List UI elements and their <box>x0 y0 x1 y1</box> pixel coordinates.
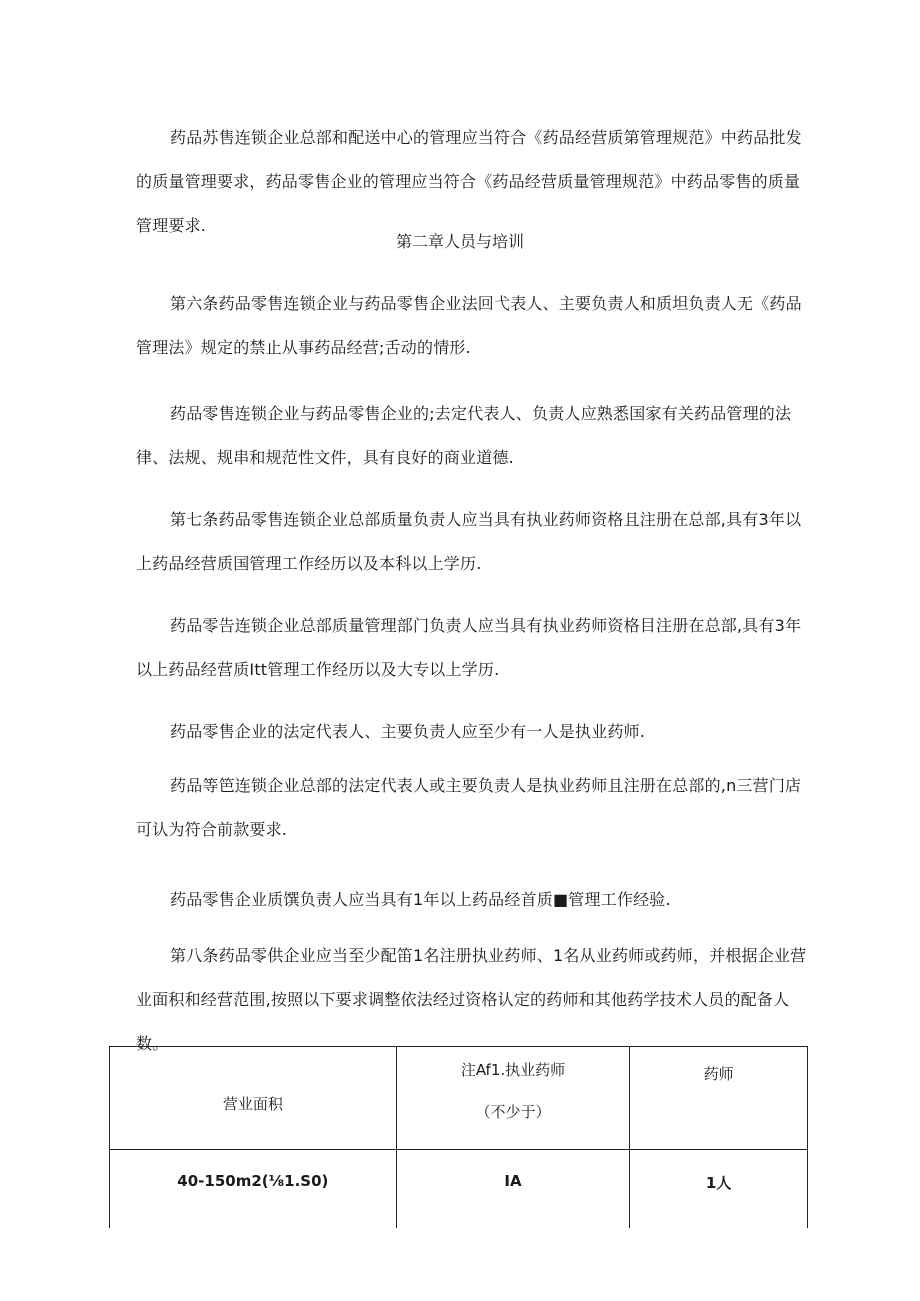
paragraph-chain-headquarters: 药品等笆连锁企业总部的法定代表人或主要负责人是执业药师且注册在总部的,n三营门店可认为符合前款要求. <box>136 776 802 839</box>
table-row <box>110 1150 808 1229</box>
table-header-row <box>110 1047 808 1150</box>
header-licensed-pharmacist-note: （不少于） <box>475 1103 551 1121</box>
paragraph-article-6: 第六条药品零售连锁企业与药品零售企业法回弋表人、主要负责人和质坦负责人无《药品管理法》规定的禁止从事药品经营;舌动的情形. <box>136 294 802 357</box>
paragraph-article-7: 第七条药品零售连锁企业总部质量负责人应当具有执业药师资格且注册在总部,具有3年以上药品经营质国管理工作经历以及本科以上学历. <box>136 510 802 573</box>
paragraph-licensed-pharmacist: 药品零售企业的法定代表人、主要负责人应至少有一人是执业药师. <box>170 722 646 741</box>
cell-pharmacist: 1人 <box>630 1150 808 1229</box>
paragraph-quality-dept-head: 药品零告连锁企业总部质量管理部门负责人应当具有执业药师资格目注册在总部,具有3年以上药品经营质Itt管理工作经历以及大专以上学历. <box>136 616 802 679</box>
chapter-heading: 第二章人员与培训 <box>395 232 524 251</box>
cell-area: 40-150m2(⅛1.S0) <box>110 1150 397 1229</box>
header-licensed-pharmacist <box>396 1047 630 1150</box>
paragraph-article-8: 第八条药品零供企业应当至少配笛1名注册执业药师、1名从业药师或药师，并根据企业营业面积和经营范围,按照以下要求调整依法经过资格认定的药师和其他药学技术人员的配备人数。 <box>136 946 807 1053</box>
header-area: 营业面积 <box>110 1047 397 1150</box>
paragraph-legal-representative: 药品零售连锁企业与药品零售企业的;去定代表人、负责人应熟悉国家有关药品管理的法律、法规、规串和规范性文件，具有良好的商业道德. <box>136 404 792 467</box>
paragraph-quality-leader-experience: 药品零售企业质馔负责人应当具有1年以上药品经首质■管理工作经验. <box>170 890 671 909</box>
paragraph-quality-requirements: 药品苏售连锁企业总部和配送中心的管理应当符合《药品经营质第管理规范》中药品批发的质量管理要求，药品零售企业的管理应当符合《药品经营质量管理规范》中药品零售的质量管理要求. <box>136 128 802 235</box>
header-pharmacist: 药师 <box>630 1047 808 1150</box>
header-licensed-pharmacist-label: 注Af1.执业药师 <box>460 1061 566 1079</box>
pharmacist-staffing-table <box>109 1046 808 1228</box>
cell-licensed-pharmacist: IA <box>396 1150 630 1229</box>
